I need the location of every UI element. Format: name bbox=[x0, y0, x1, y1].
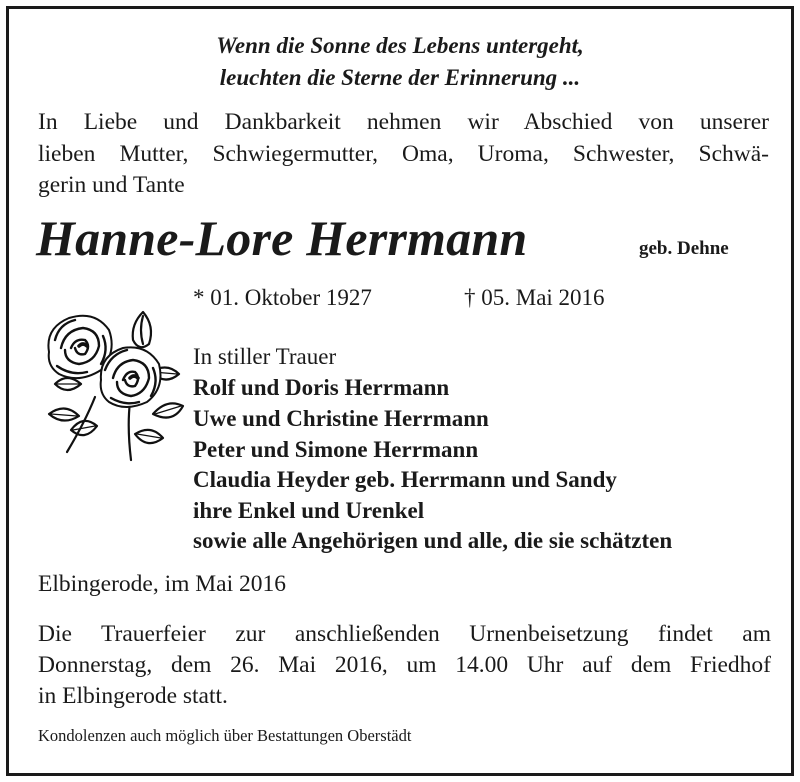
mourner-line: ihre Enkel und Urenkel bbox=[193, 498, 425, 523]
roses-icon bbox=[35, 302, 195, 467]
mourner-line: Rolf und Doris Herrmann bbox=[193, 375, 450, 400]
motto-line-2: leuchten die Sterne der Erinnerung ... bbox=[219, 65, 581, 90]
ceremony-line-2: Donnerstag, dem 26. Mai 2016, um 14.00 Uhr auf dem Friedhof bbox=[38, 652, 771, 678]
mourner-line: Uwe und Christine Herrmann bbox=[193, 406, 489, 431]
intro-line-3: gerin und Tante bbox=[38, 172, 185, 198]
mourner-line: Claudia Heyder geb. Herrmann und Sandy bbox=[193, 467, 617, 492]
ceremony-line-3: in Elbingerode statt. bbox=[38, 683, 228, 709]
death-date: † 05. Mai 2016 bbox=[464, 285, 605, 310]
obituary-notice bbox=[6, 6, 794, 776]
intro-line-2: lieben Mutter, Schwiegermutter, Oma, Uroma, Schwester, Schwä- bbox=[38, 141, 769, 167]
condolence-note: Kondolenzen auch möglich über Bestattungen Oberstädt bbox=[38, 726, 412, 745]
mourner-line: sowie alle Angehörigen und alle, die sie schätzten bbox=[193, 528, 673, 553]
intro-line-1: In Liebe und Dankbarkeit nehmen wir Abschied von unserer bbox=[38, 109, 769, 135]
birth-date: * 01. Oktober 1927 bbox=[193, 285, 372, 310]
ceremony-line-1: Die Trauerfeier zur anschließenden Urnenbeisetzung findet am bbox=[38, 621, 771, 647]
place-date: Elbingerode, im Mai 2016 bbox=[38, 571, 287, 597]
birth-name: geb. Dehne bbox=[639, 238, 729, 259]
mourners-heading: In stiller Trauer bbox=[193, 344, 337, 369]
motto-line-1: Wenn die Sonne des Lebens untergeht, bbox=[216, 33, 584, 58]
deceased-name: Hanne-Lore Herrmann bbox=[36, 210, 528, 266]
mourner-line: Peter und Simone Herrmann bbox=[193, 437, 479, 462]
